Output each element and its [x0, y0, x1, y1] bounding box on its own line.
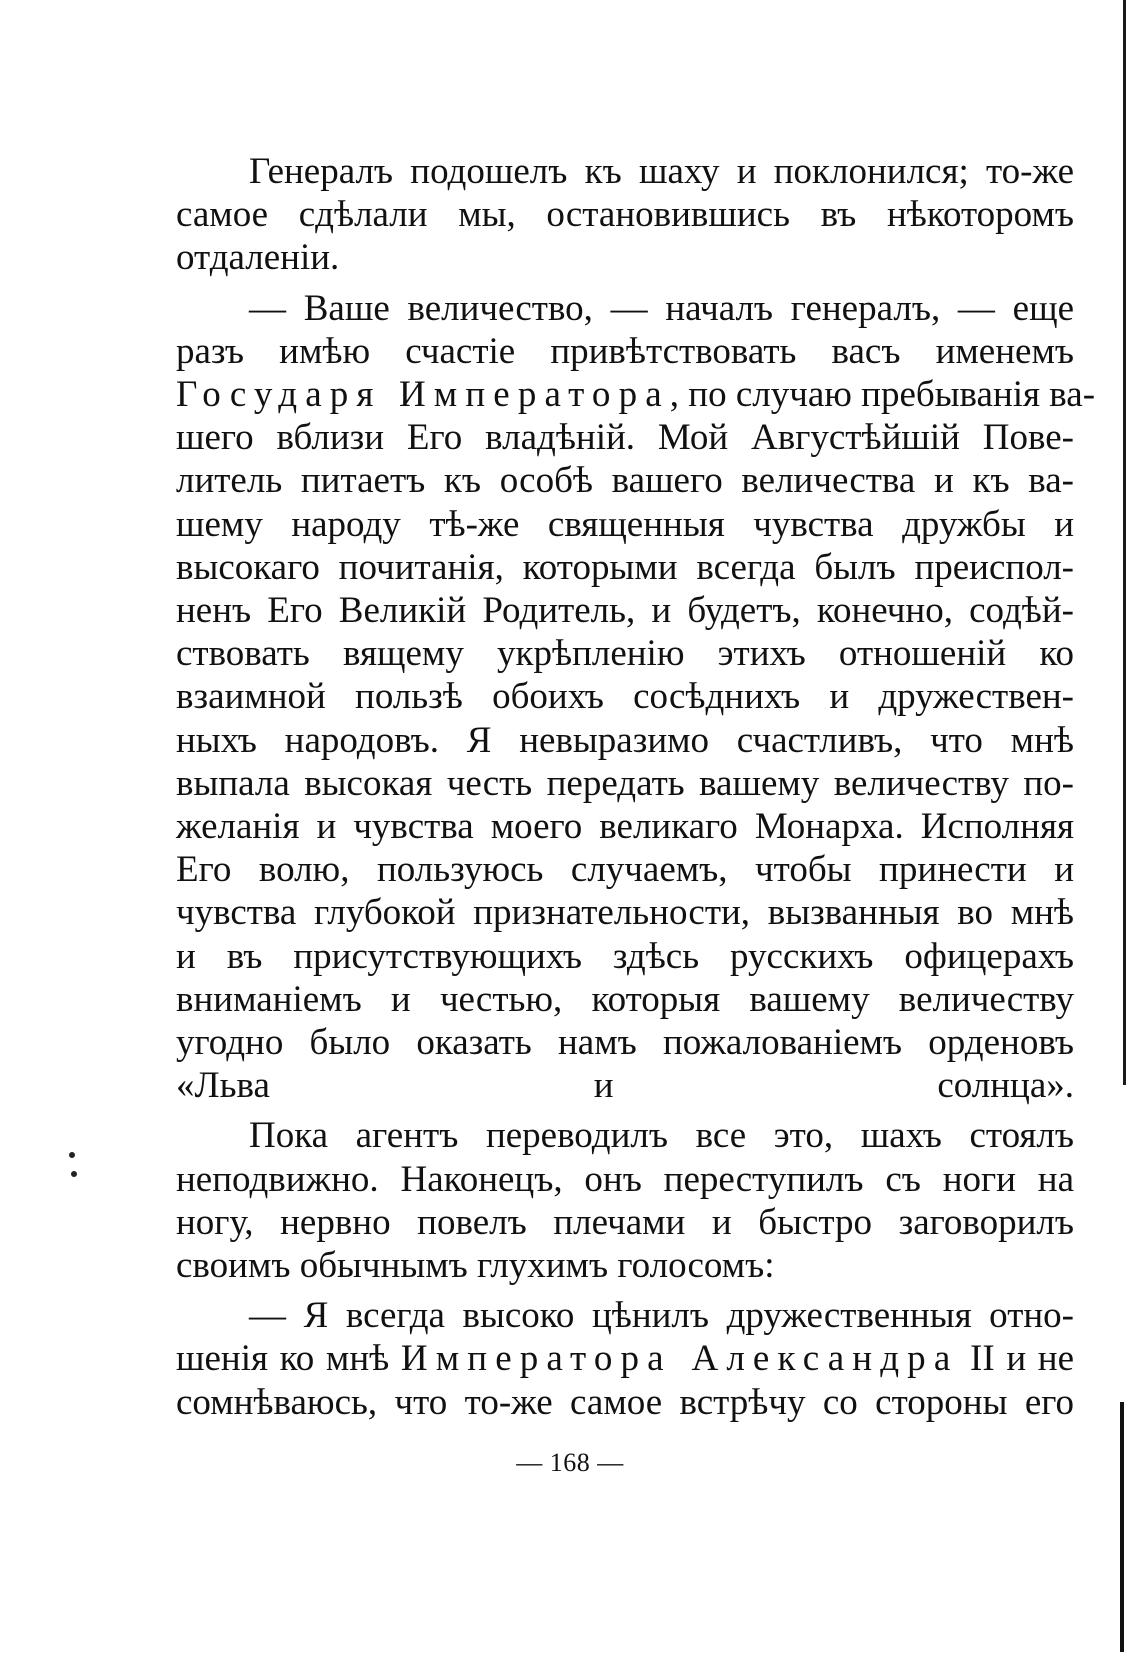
text-line: самое сдѣлали мы, остановившись въ нѣкоторомъ [176, 194, 1074, 236]
scan-speck [69, 1152, 75, 1158]
text-line [176, 1337, 1074, 1380]
text-line: Генералъ подошелъ къ шаху и поклонился; то-же [249, 151, 1074, 192]
text-line: угодно было оказать намъ пожалованіемъ орденовъ [176, 1022, 1074, 1064]
paragraph [176, 1294, 1074, 1424]
text-line: ненъ Его Великій Родитель, и будетъ, конечно, содѣй- [176, 590, 1074, 632]
text-line: разъ имѣю счастіе привѣтствовать васъ именемъ [176, 330, 1074, 372]
text-line [176, 373, 1096, 416]
text-line: шему народу тѣ-же священныя чувства дружбы и [176, 503, 1074, 545]
text-line: Пока агентъ переводилъ все это, шахъ стоялъ [249, 1115, 1074, 1157]
text-line: ствовать вящему укрѣпленію этихъ отношеній ко [176, 633, 1074, 675]
text-fragment: шенія ко мнѣ [176, 1338, 401, 1380]
spaced-title: Императора Александра [400, 1338, 959, 1380]
body-text [176, 150, 1096, 1424]
text-line: сомнѣваюсь, что то-же самое встрѣчу со стороны его [176, 1381, 1074, 1423]
paragraph [176, 1114, 1074, 1287]
text-line: высокаго почитанія, которыми всегда былъ преиспол- [176, 546, 1074, 588]
text-line: Его волю, пользуюсь случаемъ, чтобы принести и [176, 849, 1074, 891]
spaced-title: Государя Императора [176, 374, 670, 416]
scan-edge-line [1123, 0, 1126, 1085]
text-line: ныхъ народовъ. Я невыразимо счастливъ, что мнѣ [176, 719, 1074, 761]
text-fragment: , по случаю пребыванія ва- [669, 374, 1096, 416]
text-line: литель питаетъ къ особѣ вашего величества и къ ва- [176, 460, 1074, 502]
text-line: желанія и чувства моего великаго Монарха. Исполняя [176, 806, 1074, 848]
text-line: чувства глубокой признательности, вызванныя во мнѣ [176, 892, 1074, 934]
paragraph [176, 287, 1096, 1108]
text-line: неподвижно. Наконецъ, онъ переступилъ съ ноги на [176, 1158, 1074, 1200]
text-line: шего вблизи Его владѣній. Мой Августѣйшій Пове- [176, 417, 1074, 459]
text-line: выпала высокая честь передать вашему величеству по- [176, 762, 1074, 804]
paragraph [176, 150, 1074, 280]
scan-edge-line [1120, 1402, 1124, 1652]
text-line: — Ваше величество, — началъ генералъ, — еще [249, 287, 1074, 329]
text-fragment: II и не [958, 1338, 1074, 1380]
text-line: отдаленіи. [176, 237, 340, 279]
text-line: своимъ обычнымъ глухимъ голосомъ: [176, 1245, 775, 1287]
text-line: «Льва и солнца». [176, 1065, 1074, 1107]
text-line: — Я всегда высоко цѣнилъ дружественныя отно- [249, 1295, 1074, 1337]
scan-speck [71, 1171, 77, 1177]
text-line: и въ присутствующихъ здѣсь русскихъ офицерахъ [176, 935, 1074, 977]
text-line: взаимной пользѣ обоихъ сосѣднихъ и дружествен- [176, 676, 1074, 718]
text-line: ногу, нервно повелъ плечами и быстро заговорилъ [176, 1201, 1074, 1243]
page-number: — 168 — [516, 1448, 624, 1477]
text-line: вниманіемъ и честью, которыя вашему величеству [176, 978, 1074, 1020]
